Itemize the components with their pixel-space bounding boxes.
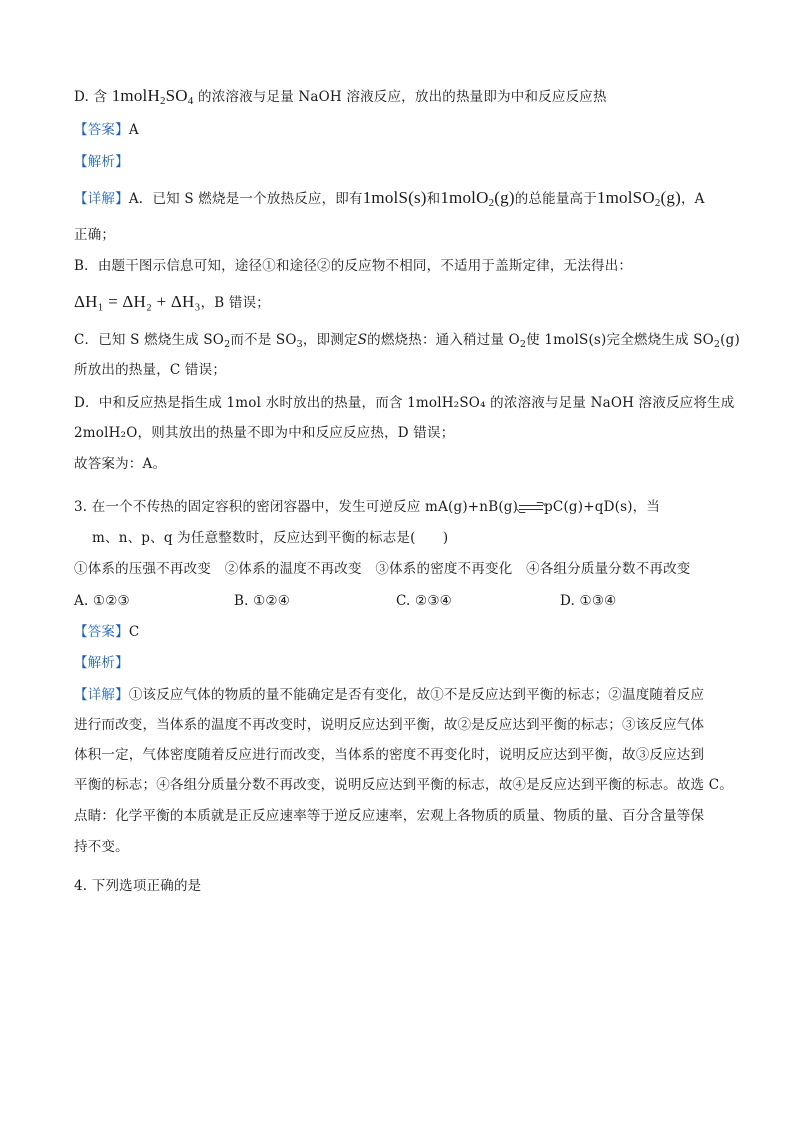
q3-detail-line: 进行而改变，当体系的温度不再改变时，说明反应达到平衡，故②是反应达到平衡的标志；③该反应气体 (74, 717, 705, 733)
answer-tag: 【答案】 (74, 122, 129, 138)
answer-value: C (128, 624, 140, 640)
q2-detail-c-line1: C．已知 S 燃烧生成 $SO_2$而不是 $SO_3$，即测定S的燃烧热：通入稍过量 $O_2$使 1molS(s)完全燃烧生成 $SO_2(g)$ (74, 332, 740, 350)
q3-tip-line: 持不变。 (74, 839, 129, 855)
q3-option-b: B. ①②④ (234, 593, 291, 609)
q2-detail-d-line1: D．中和反应热是指生成 1mol 水时放出的热量，而含 1molH₂SO₄ 的浓溶液与足量 NaOH 溶液反应将生成 (74, 395, 735, 411)
q3-detail-line: 体积一定，气体密度随着反应进行而改变，当体系的密度不再变化时，说明反应达到平衡，故③反应达到 (74, 747, 705, 763)
q2-option-d: D. 含 $1molH_2SO_4$ 的浓溶液与足量 NaOH 溶液反应，放出的热量即为中和反应反应热 (74, 86, 607, 107)
q3-detail-line: 平衡的标志；④各组分质量分数不再改变，说明反应达到平衡的标志，故④是反应达到平衡的标志。故选 C。 (74, 777, 733, 793)
delta-h-equation: ΔH₁ = ΔH₂ + ΔH₃ (74, 292, 201, 311)
answer-value: A (128, 122, 139, 138)
q2-analysis-tag: 【解析】 (74, 154, 129, 170)
q3-option-a: A. ①②③ (74, 593, 130, 609)
q4-stem: 4. 下列选项正确的是 (74, 878, 202, 894)
q2-detail-a-line2: 正确； (74, 227, 116, 243)
q3-analysis-tag: 【解析】 (74, 655, 129, 671)
q2-detail-b-line1: B．由题干图示信息可知，途径①和途径②的反应物不相同，不适用于盖斯定律，无法得出： (74, 258, 633, 274)
q2-answer (74, 120, 734, 140)
answer-tag: 【答案】 (74, 624, 129, 640)
q3-option-c: C. ②③④ (396, 593, 452, 609)
q3-conditions: ①体系的压强不再改变 ②体系的温度不再改变 ③体系的密度不再变化 ④各组分质量分数不再改变 (74, 561, 691, 577)
q3-tip-line: 点睛：化学平衡的本质就是正反应速率等于逆反应速率，宏观上各物质的质量、物质的量、百分含量等保 (74, 808, 705, 824)
q3-stem-line2: m、n、p、q 为任意整数时，反应达到平衡的标志是( ) (92, 530, 449, 546)
q3-stem-line1: 3. 在一个不传热的固定容积的密闭容器中，发生可逆反应 mA(g)+nB(g) pC(g)+qD(s)，当 (74, 499, 661, 515)
equilibrium-arrow-icon (518, 503, 544, 513)
q2-detail-d-line2: 2molH₂O，则其放出的热量不即为中和反应反应热，D 错误； (74, 425, 455, 441)
q3-detail-line: 【详解】①该反应气体的物质的量不能确定是否有变化，故①不是反应达到平衡的标志；②温度随着反应 (74, 687, 705, 703)
q2-detail-b-line2: ΔH₁ = ΔH₂ + ΔH₃，B 错误； (74, 292, 271, 311)
q3-option-d: D. ①③④ (560, 593, 617, 609)
q2-conclusion: 故答案为：A。 (74, 456, 167, 472)
formula-h2so4: $1molH_2SO_4$ (111, 86, 194, 107)
q2-detail-a-line1: 【详解】A．已知 S 燃烧是一个放热反应，即有1molS(s)和1molO$_2$(g)的总能量高于1molSO$_2$(g)，A (74, 188, 705, 209)
q3-answer (74, 622, 734, 642)
q2-detail-c-line2: 所放出的热量，C 错误； (74, 362, 227, 378)
